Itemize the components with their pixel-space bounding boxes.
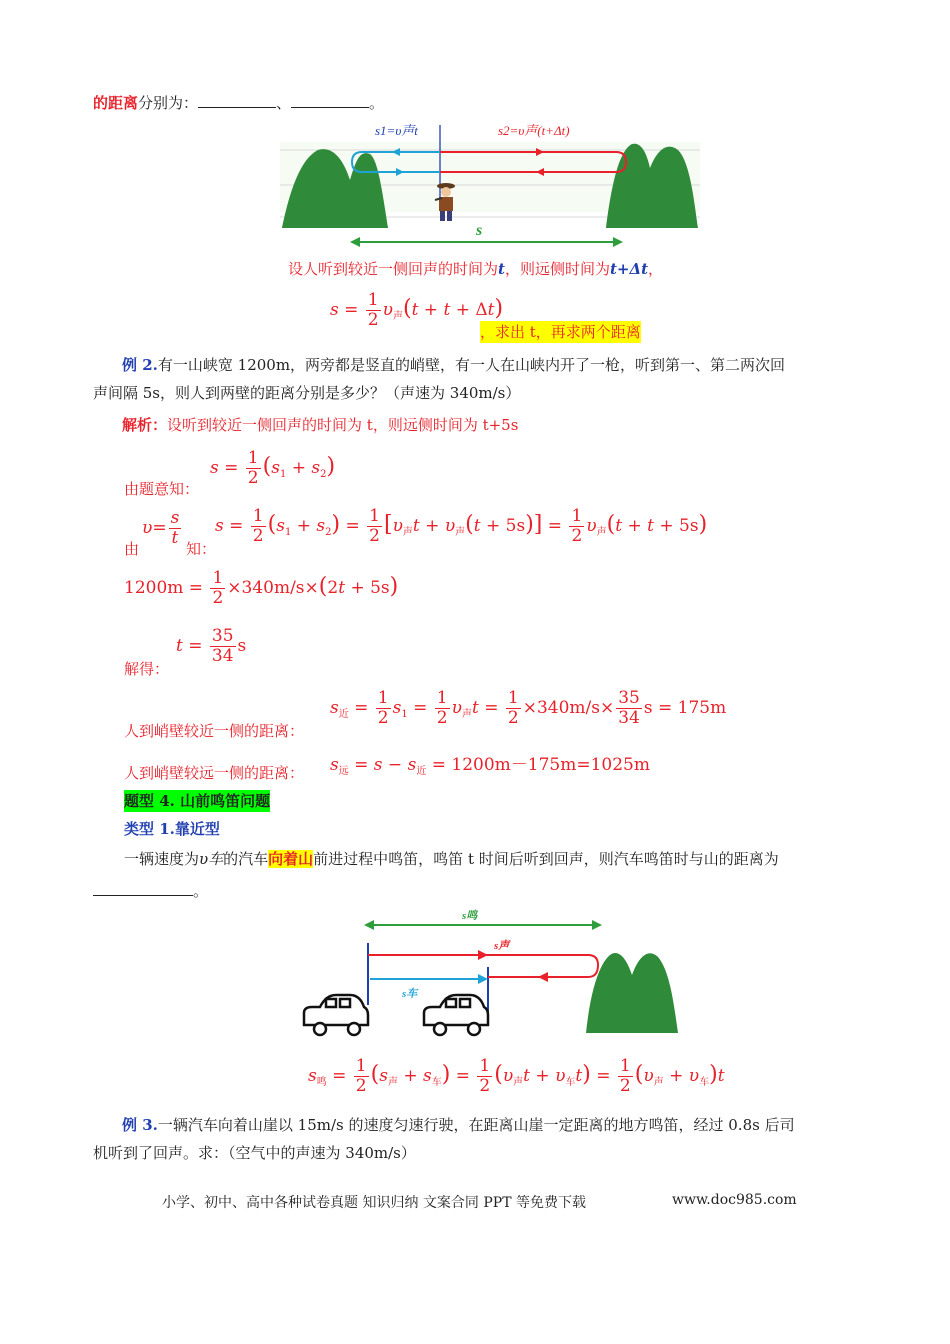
fig1-caption: [288, 258, 663, 280]
car-end: [424, 995, 488, 1035]
s-sheng-arrow-out: [478, 950, 488, 960]
far-distance-label: 人到峭壁较远一侧的距离：: [124, 764, 305, 782]
s-ming-arrow-right: [592, 920, 602, 930]
car-start: [304, 995, 368, 1035]
formula-substitute: 1200m = $\frac{1}{2}$ ×340m/s×(2t + 5s): [124, 568, 399, 608]
solution-text: 设听到较近一侧回声的时间为 t，则远侧时间为 t+5s: [167, 416, 519, 434]
caption-tdt: t+Δt: [609, 260, 649, 278]
width-arrow-left: [350, 237, 360, 247]
p1-part-a: 一辆速度为: [124, 850, 200, 868]
subtype-heading: 类型 1.靠近型: [124, 820, 220, 838]
example2-label: 例 2.: [122, 356, 158, 374]
s-che-arrow: [478, 974, 488, 984]
canyon-echo-figure: [280, 120, 700, 250]
answer-blank-3: [93, 881, 193, 896]
section-paragraph-line1: [124, 848, 779, 870]
s-ming-label: s鸣: [462, 910, 478, 922]
s-sheng-path: [368, 955, 598, 977]
section-paragraph-line2: [93, 880, 208, 902]
caption-part-b: ，则远侧时间为: [504, 260, 610, 278]
example3-line2: 机听到了回声。求：（空气中的声速为 340m/s）: [93, 1144, 416, 1162]
example3-label: 例 3.: [122, 1116, 158, 1134]
top-prefix: 的距离: [93, 94, 139, 112]
from-problem-label: 由题意知：: [124, 480, 200, 498]
width-arrow-right: [613, 237, 623, 247]
example2-text1: 有一山峡宽 1200m，两旁都是竖直的峭壁，有一人在山峡内开了一枪，听到第一、第二两次回: [157, 356, 786, 374]
s-sheng-arrow-back: [538, 972, 548, 982]
p1-highlight: 向着山: [268, 850, 314, 868]
example2-line2: 声间隔 5s，则人到两壁的距离分别是多少？（声速为 340m/s）: [93, 384, 521, 402]
s-ming-arrow-left: [364, 920, 374, 930]
formula-t-result: t = $\frac{35}{34}$ s: [176, 626, 247, 666]
formula-near-distance: $s_近$ = $\frac{1}{2}$ $s_1$ = $\frac{1}{2}$ $\upsilon_声t$ = $\frac{1}{2}$ ×340m/s× $\frac{35}{34}$ s = 175m: [330, 688, 727, 728]
p1-velocity: υ车: [199, 850, 224, 868]
top-rest: 分别为：: [138, 94, 199, 112]
far-distance-value: 1200m－175m=1025m: [451, 755, 650, 775]
solve-label: 解得：: [124, 660, 170, 678]
example3-text1: 一辆汽车向着山崖以 15m/s 的速度匀速行驶，在距离山崖一定距离的地方鸣笛，经过 0.8s 后司: [157, 1116, 795, 1134]
formula-v-def: υ= $\frac{s}{t}$: [142, 508, 180, 548]
s1-label: s1=υ声t: [375, 123, 418, 138]
know-label: 知：: [186, 540, 217, 558]
s-sheng-label: s声: [494, 940, 510, 952]
solution-label: 解析：: [122, 416, 168, 434]
fig1-formula: s = $\frac{1}{2}$ $\upsilon_声(t + t + \Delta t)$: [330, 290, 504, 330]
mountain: [586, 953, 678, 1033]
p1-end: 。: [193, 882, 209, 900]
footer-url[interactable]: www.doc985.com: [672, 1192, 797, 1208]
fig2-formula: $s_鸣$ = $\frac{1}{2}$ $(s_声 + s_车)$ = $\frac{1}{2}$ $(\upsilon_声t + \upsilon_车t)$ = $\frac{1}{2}$ $(\upsilon_声 + \upsilon_车)t$: [308, 1056, 725, 1096]
s2-label: s2=υ声(t+Δt): [498, 123, 570, 138]
car-honk-figure: [298, 905, 683, 1055]
s-label: s: [476, 222, 483, 239]
example2-line1: [122, 354, 785, 376]
p1-part-b: 的汽车: [223, 850, 269, 868]
s-che-label: s车: [402, 988, 418, 1000]
caption-part-a: 设人听到较近一侧回声的时间为: [288, 260, 499, 278]
top-end: 。: [369, 94, 385, 112]
fig1-formula-note: ，求出 t，再求两个距离: [480, 323, 641, 341]
caption-part-c: ，: [648, 260, 664, 278]
section-heading: 题型 4. 山前鸣笛问题: [124, 792, 271, 810]
caption-t: t: [498, 260, 505, 278]
p1-part-c: 前进过程中鸣笛，鸣笛 t 时间后听到回声，则汽车鸣笛时与山的距离为: [313, 850, 779, 868]
footer-left: 小学、初中、高中各种试卷真题 知识归纳 文案合同 PPT 等免费下载: [162, 1195, 586, 1211]
top-line: [93, 92, 384, 114]
near-distance-label: 人到峭壁较近一侧的距离：: [124, 722, 305, 740]
answer-blank-2: [291, 93, 369, 108]
formula-far-distance: $s_远 = s - s_近 = 1200m-175m=1025m$: [330, 755, 650, 777]
answer-blank-1: [198, 93, 276, 108]
formula-expanded: s = $\frac{1}{2}$ $(s_1 + s_2)$ = $\frac{1}{2}$ $[\upsilon_声t + \upsilon_声(t + 5s)]$ = $\frac{1}{2}$ $\upsilon_声(t + t + 5s)$: [215, 506, 708, 546]
top-sep: 、: [276, 94, 292, 112]
formula-s-half-sum: s = $\frac{1}{2}$ $(s_1 + s_2)$: [210, 448, 336, 488]
solution-line: [122, 414, 518, 436]
by-label: 由: [124, 540, 140, 558]
example3-line1: [122, 1114, 795, 1136]
